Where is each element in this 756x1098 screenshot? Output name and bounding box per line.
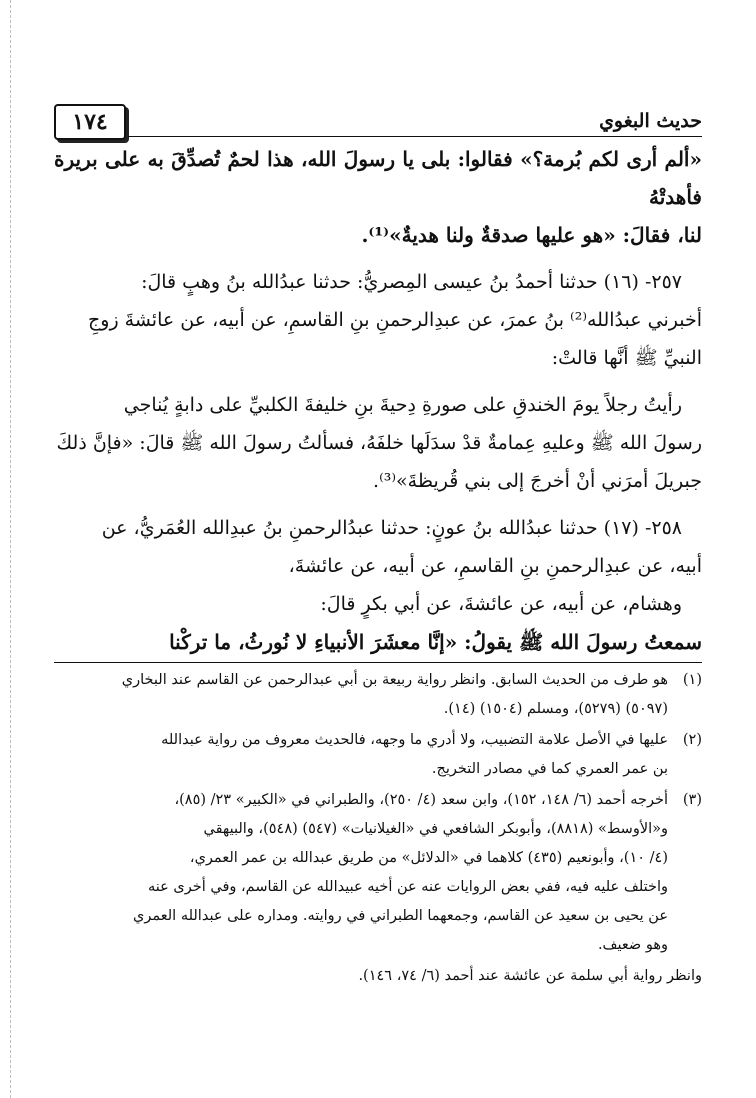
hadith-258-line: ٢٥٨- (١٧) حدثنا عبدُالله بنُ عونٍ: حدثنا عبدُالرحمنِ بنُ عبدِالله العُمَريُّ، عن bbox=[101, 517, 682, 539]
running-title: حديث البغوي bbox=[599, 110, 702, 132]
text-line: «ألم أرى لكم بُرمة؟» فقالوا: بلى يا رسولَ الله، هذا لحمٌ تُصدِّقَ به على بريرة فأهدتْهُ bbox=[54, 147, 702, 209]
footnote-line: (٥٠٩٧) (٥٢٧٩)، ومسلم (١٥٠٤) (١٤). bbox=[443, 701, 668, 717]
footnote-line: وهو ضعيف. bbox=[597, 937, 668, 953]
hadith-257-matn-line: رسولَ الله ﷺ وعليهِ عِمامةٌ قدْ سدَلَها خلفَهُ، فسألتُ رسولَ الله ﷺ قالَ: «فإنَّ ذلكَ bbox=[56, 432, 702, 454]
page-header bbox=[54, 104, 702, 138]
footnote-line: (٤/ ١٠)، وأبونعيم (٤٣٥) كلاهما في «الدلائل» من طريق عبدالله بن عمر العمري، bbox=[189, 850, 668, 866]
page-binding-line bbox=[10, 0, 11, 1098]
footnotes bbox=[54, 666, 702, 993]
hadith-258-line: وهشام، عن أبيه، عن عائشةَ، عن أبي بكرٍ قالَ: bbox=[320, 593, 682, 615]
footnote-number: (٢) bbox=[682, 732, 702, 748]
footnote-line: أخرجه أحمد (٦/ ١٤٨، ١٥٢)، وابن سعد (٤/ ٢٥٠)، والطبراني في «الكبير» ٢٣/ (٨٥)، bbox=[174, 792, 668, 808]
footnote-line: عليها في الأصل علامة التضبيب، ولا أدري ما وجهه، فالحديث معروف من رواية عبدالله bbox=[161, 732, 668, 748]
footnote-1 bbox=[54, 666, 702, 724]
footnote-line: وانظر رواية أبي سلمة عن عائشة عند أحمد (٦/ ٧٤، ١٤٦). bbox=[358, 968, 702, 984]
footnote-line: و«الأوسط» (٨٨١٨)، وأبوبكر الشافعي في «الغيلانيات» (٥٤٧) (٥٤٨)، والبيهقي bbox=[203, 821, 668, 837]
hadith-257-line: النبيِّ ﷺ أنَّها قالتْ: bbox=[551, 347, 702, 369]
hadith-257-matn-line: رأيتُ رجلاً يومَ الخندقِ على صورةِ دِحيةَ بنِ خليفةَ الكلبيِّ على دابةٍ يُناجي bbox=[123, 394, 682, 416]
footnote-line: بن عمر العمري كما في مصادر التخريج. bbox=[431, 761, 668, 777]
page-number: ١٧٤ bbox=[54, 104, 126, 140]
footnote-3 bbox=[54, 786, 702, 960]
hadith-257-line: أخبرني عبدُالله⁽²⁾ بنُ عمرَ، عن عبدِالرحمنِ بنِ القاسمِ، عن أبيه، عن عائشةَ زوجِ bbox=[88, 309, 702, 331]
footnote-line: عن يحيى بن سعيد عن القاسم، وجمعهما الطبراني في روايته. ومداره على عبدالله العمري bbox=[133, 908, 668, 924]
hadith-258-line: أبيه، عن عبدِالرحمنِ بنِ القاسمِ، عن أبيه، عن عائشةَ، bbox=[288, 555, 702, 577]
footnote-separator bbox=[54, 662, 702, 663]
header-rule bbox=[128, 136, 702, 137]
hadith-257-line: ٢٥٧- (١٦) حدثنا أحمدُ بنُ عيسى المِصريُّ: حدثنا عبدُالله بنُ وهبٍ قالَ: bbox=[141, 271, 682, 293]
footnote-line: هو طرف من الحديث السابق. وانظر رواية ربيعة بن أبي عبدالرحمن عن القاسم عند البخاري bbox=[121, 672, 668, 688]
main-text bbox=[54, 140, 702, 661]
hadith-257-matn-line: جبريلَ أمرَني أنْ أخرجَ إلى بني قُريظةَ»⁽³⁾. bbox=[373, 470, 702, 492]
hadith-258-matn-line: سمعتُ رسولَ الله ﷺ يقولُ: «إنَّا معشَرَ الأنبياءِ لا نُورثُ، ما تركْنا bbox=[169, 630, 702, 654]
footnote-3-continuation bbox=[54, 962, 702, 991]
footnote-2 bbox=[54, 726, 702, 784]
footnote-number: (١) bbox=[682, 672, 702, 688]
text-line: لنا، فقالَ: «هو عليها صدقةٌ ولنا هديةٌ»⁽¹⁾. bbox=[361, 223, 702, 247]
footnote-line: واختلف عليه فيه، ففي بعض الروايات عنه عن أخيه عبيدالله عن القاسم، وفي أخرى عنه bbox=[148, 879, 668, 895]
footnote-number: (٣) bbox=[682, 792, 702, 808]
